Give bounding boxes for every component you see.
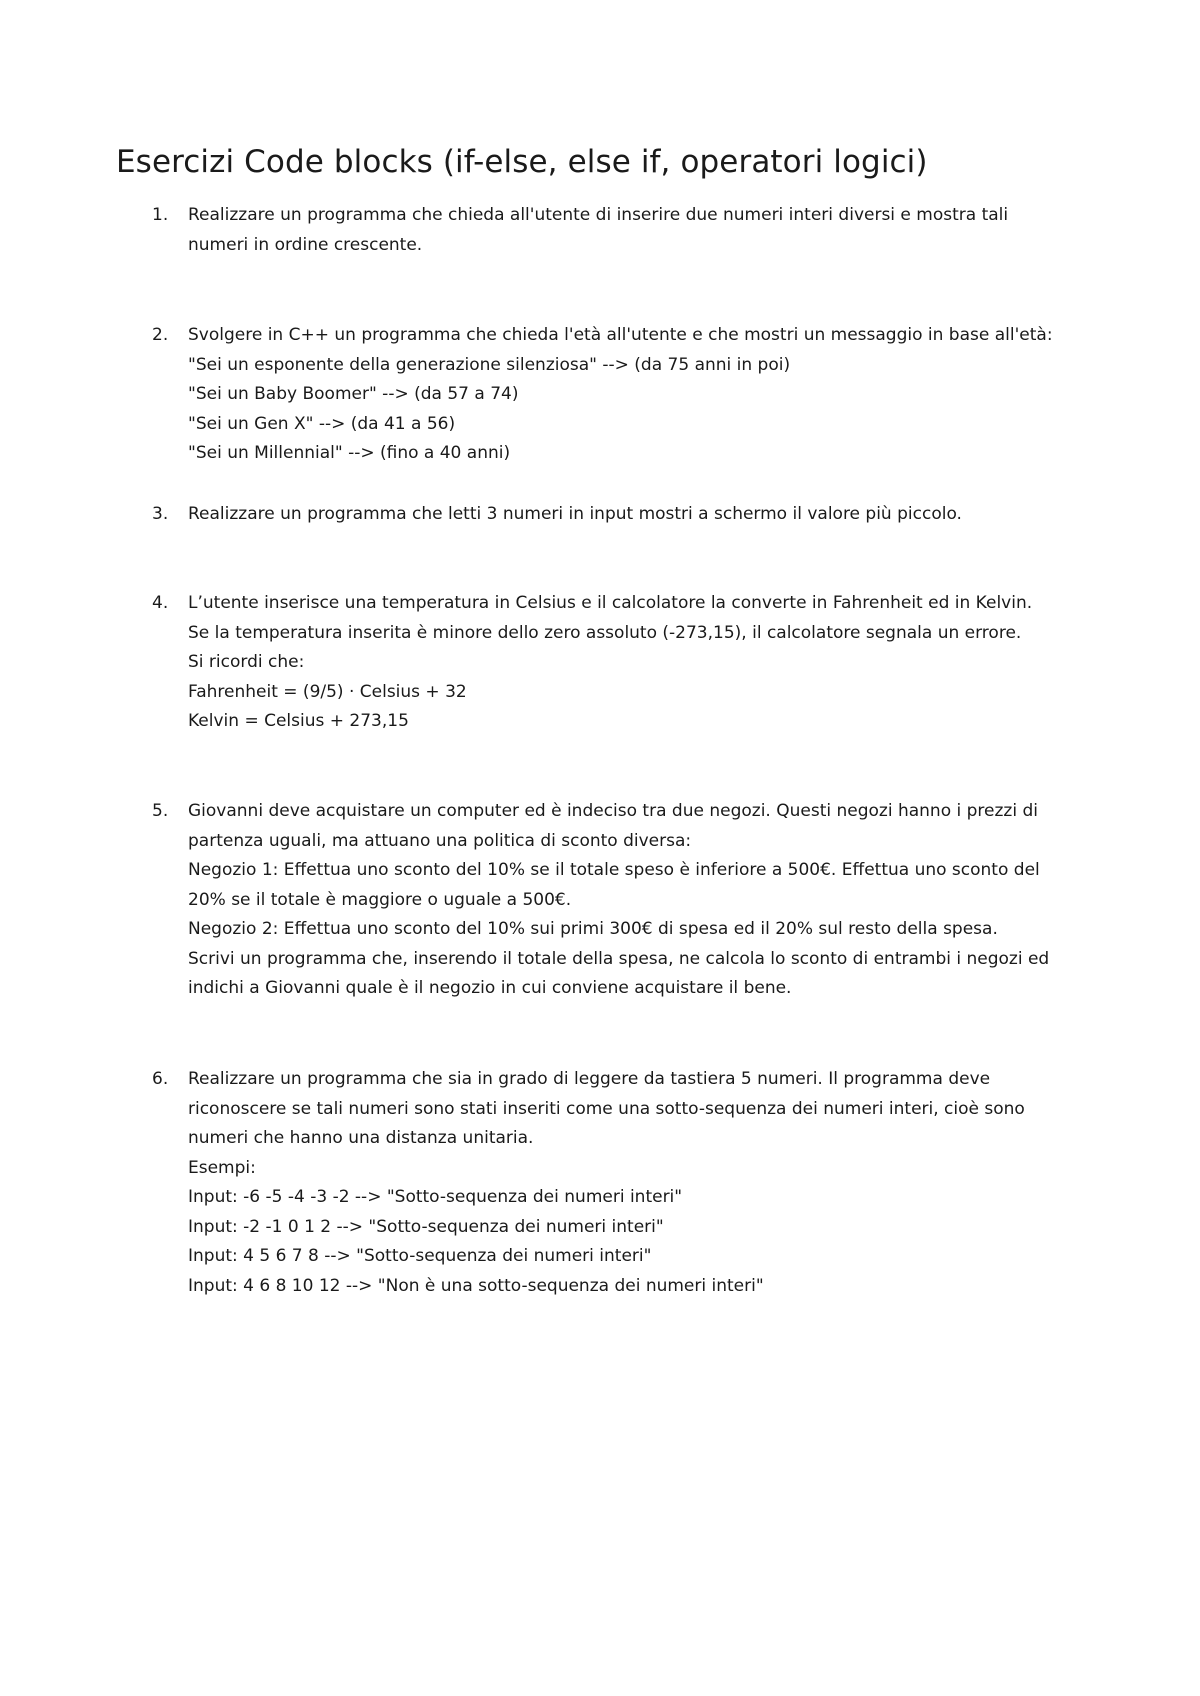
exercise-line: partenza uguali, ma attuano una politica di sconto diversa: xyxy=(188,830,692,851)
exercise-line: numeri in ordine crescente. xyxy=(188,234,423,255)
exercise-line: Svolgere in C++ un programma che chieda l'età all'utente e che mostri un messaggio in base all'età: xyxy=(188,325,1053,345)
exercise-body xyxy=(188,201,1118,260)
exercise-line: Fahrenheit = (9/5) · Celsius + 32 xyxy=(188,681,467,702)
exercise-line: Esempi: xyxy=(188,1157,256,1178)
exercise-line: 20% se il totale è maggiore o uguale a 500€. xyxy=(188,889,572,910)
exercise-number: 3. xyxy=(152,504,169,524)
exercise-number: 4. xyxy=(152,593,169,613)
exercise-line: Negozio 2: Effettua uno sconto del 10% sui primi 300€ di spesa ed il 20% sul resto della spesa. xyxy=(188,919,998,939)
exercise-line: Scrivi un programma che, inserendo il totale della spesa, ne calcola lo sconto di entrambi i negozi ed xyxy=(188,948,1050,969)
exercise-body xyxy=(188,589,1118,737)
exercise-body xyxy=(188,1065,1118,1301)
exercise-line: Realizzare un programma che sia in grado di leggere da tastiera 5 numeri. Il programma deve xyxy=(188,1069,991,1089)
exercise-line: Negozio 1: Effettua uno sconto del 10% se il totale speso è inferiore a 500€. Effettua uno sconto del xyxy=(188,860,1040,880)
exercise-line: L’utente inserisce una temperatura in Celsius e il calcolatore la converte in Fahrenheit ed in Kelvin. xyxy=(188,593,1033,613)
exercise-line: "Sei un esponente della generazione silenziosa" --> (da 75 anni in poi) xyxy=(188,354,791,375)
exercise-body xyxy=(188,321,1118,469)
exercise-body xyxy=(188,797,1118,1004)
exercise-line: Realizzare un programma che chieda all'utente di inserire due numeri interi diversi e mostra tali xyxy=(188,205,1009,225)
exercise-line: Realizzare un programma che letti 3 numeri in input mostri a schermo il valore più piccolo. xyxy=(188,504,962,524)
exercise-number: 2. xyxy=(152,325,169,345)
exercise-number: 6. xyxy=(152,1069,169,1089)
exercise-number: 1. xyxy=(152,205,169,225)
exercise-line: "Sei un Millennial" --> (fino a 40 anni) xyxy=(188,443,511,463)
exercise-line: Input: 4 6 8 10 12 --> "Non è una sotto-sequenza dei numeri interi" xyxy=(188,1275,764,1296)
exercise-line: Input: 4 5 6 7 8 --> "Sotto-sequenza dei numeri interi" xyxy=(188,1246,652,1266)
exercise-line: indichi a Giovanni quale è il negozio in cui conviene acquistare il bene. xyxy=(188,978,792,998)
exercise-line: Input: -6 -5 -4 -3 -2 --> "Sotto-sequenza dei numeri interi" xyxy=(188,1187,683,1207)
exercise-body xyxy=(188,500,1118,530)
exercise-line: Input: -2 -1 0 1 2 --> "Sotto-sequenza dei numeri interi" xyxy=(188,1216,664,1237)
exercise-line: numeri che hanno una distanza unitaria. xyxy=(188,1128,534,1148)
exercise-line: Se la temperatura inserita è minore dello zero assoluto (-273,15), il calcolatore segnala un errore. xyxy=(188,622,1022,643)
page-title: Esercizi Code blocks (if-else, else if, operatori logici) xyxy=(116,144,928,180)
exercise-line: Si ricordi che: xyxy=(188,652,305,672)
exercise-line: "Sei un Baby Boomer" --> (da 57 a 74) xyxy=(188,384,519,404)
exercise-line: Kelvin = Celsius + 273,15 xyxy=(188,711,409,731)
exercise-line: "Sei un Gen X" --> (da 41 a 56) xyxy=(188,413,456,434)
exercise-number: 5. xyxy=(152,801,169,821)
exercise-line: riconoscere se tali numeri sono stati inseriti come una sotto-sequenza dei numeri interi, cioè sono xyxy=(188,1098,1025,1119)
exercise-line: Giovanni deve acquistare un computer ed è indeciso tra due negozi. Questi negozi hanno i prezzi di xyxy=(188,801,1038,821)
